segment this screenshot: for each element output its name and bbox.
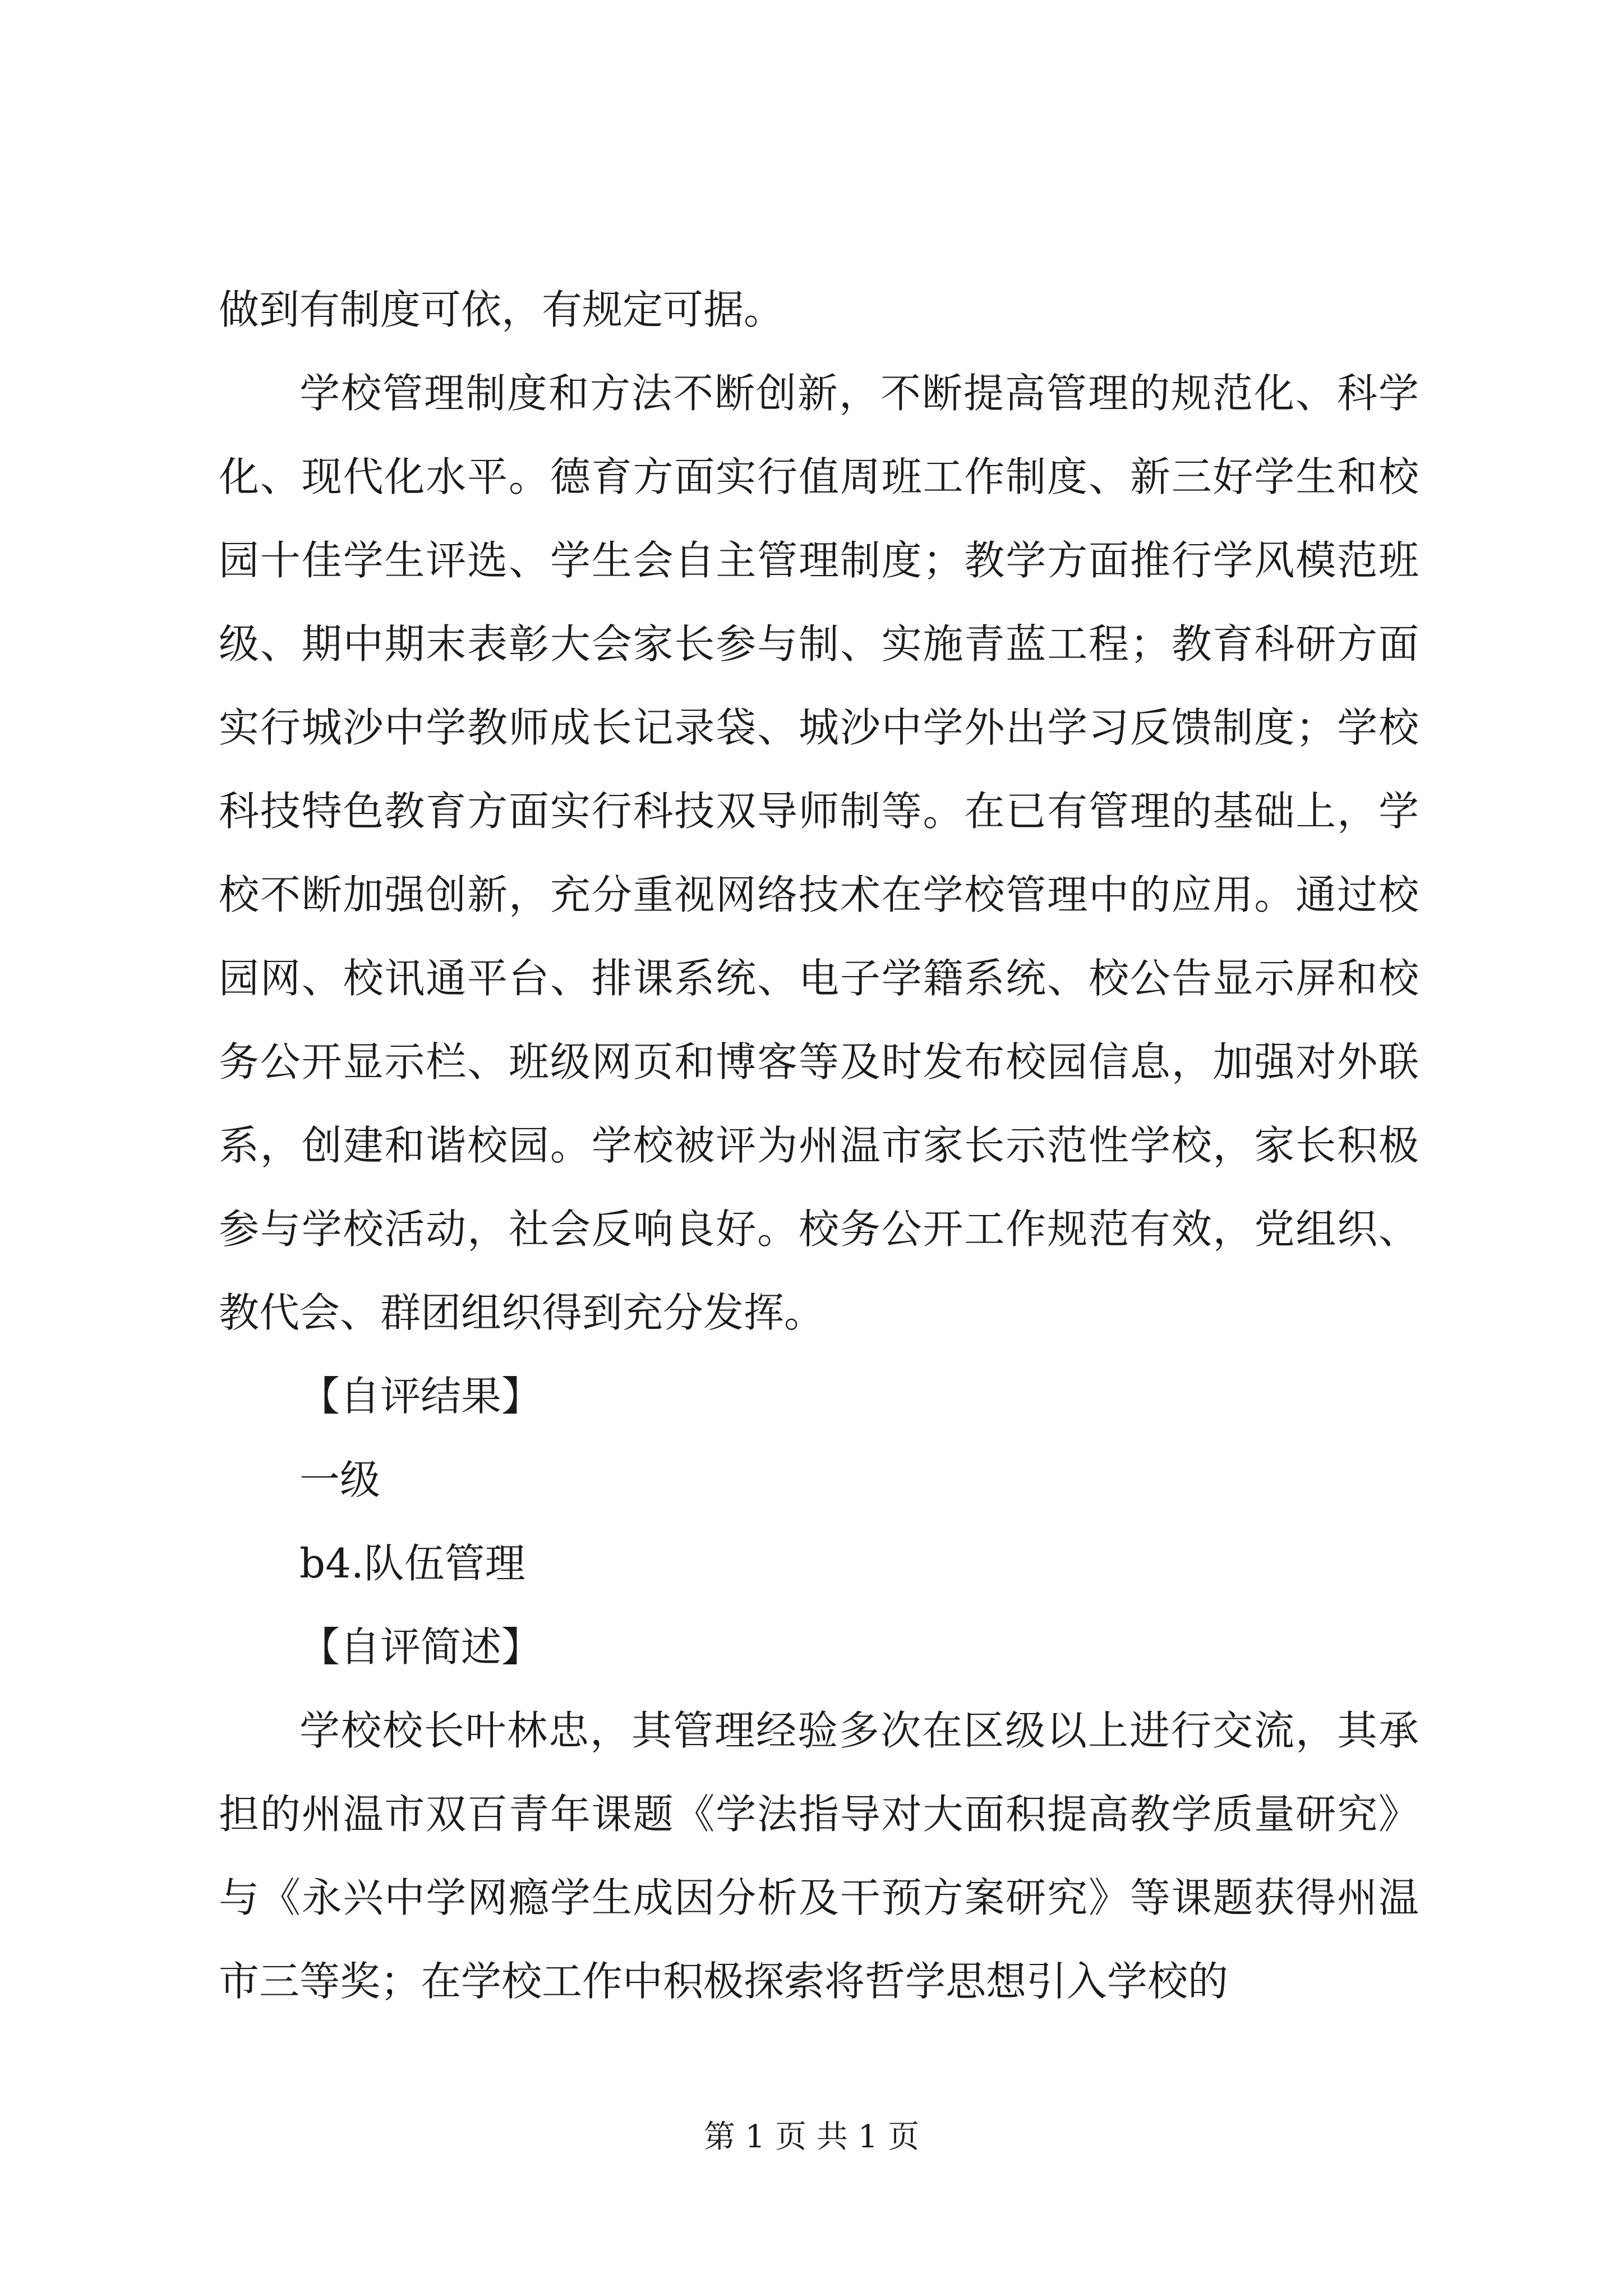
page-number: 第 1 页 共 1 页	[703, 2119, 920, 2155]
heading-self-evaluation-summary: 【自评简述】	[299, 1623, 542, 1671]
paragraph-continuation: 做到有制度可依，有规定可据。	[219, 286, 785, 333]
page-footer	[0, 2118, 1623, 2157]
heading-self-evaluation-result: 【自评结果】	[299, 1373, 542, 1420]
document-body	[219, 268, 1419, 2023]
section-title-team-management: b4.队伍管理	[299, 1540, 525, 1587]
paragraph-management-innovation: 学校管理制度和方法不断创新，不断提高管理的规范化、科学化、现代化水平。德育方面实行值周班工作制度、新三好学生和校园十佳学生评选、学生会自主管理制度；教学方面推行学风模范班级、期中期末表彰大会家长参与制、实施青蓝工程；教育科研方面实行城沙中学教师成长记录袋、城沙中学外出学习反馈制度；学校科技特色教育方面实行科技双导师制等。在已有管理的基础上，学校不断加强创新，充分重视网络技术在学校管理中的应用。通过校园网、校讯通平台、排课系统、电子学籍系统、校公告显示屏和校务公开显示栏、班级网页和博客等及时发布校园信息，加强对外联系，创建和谐校园。学校被评为州温市家长示范性学校，家长积极参与学校活动，社会反响良好。校务公开工作规范有效，党组织、教代会、群团组织得到充分发挥。	[219, 370, 1419, 1336]
paragraph-principal: 学校校长叶林忠，其管理经验多次在区级以上进行交流，其承担的州温市双百青年课题《学法指导对大面积提高教学质量研究》与《永兴中学网瘾学生成因分析及干预方案研究》等课题获得州温市三等奖；在学校工作中积极探索将哲学思想引入学校的	[219, 1707, 1419, 2005]
evaluation-level: 一级	[299, 1456, 381, 1503]
